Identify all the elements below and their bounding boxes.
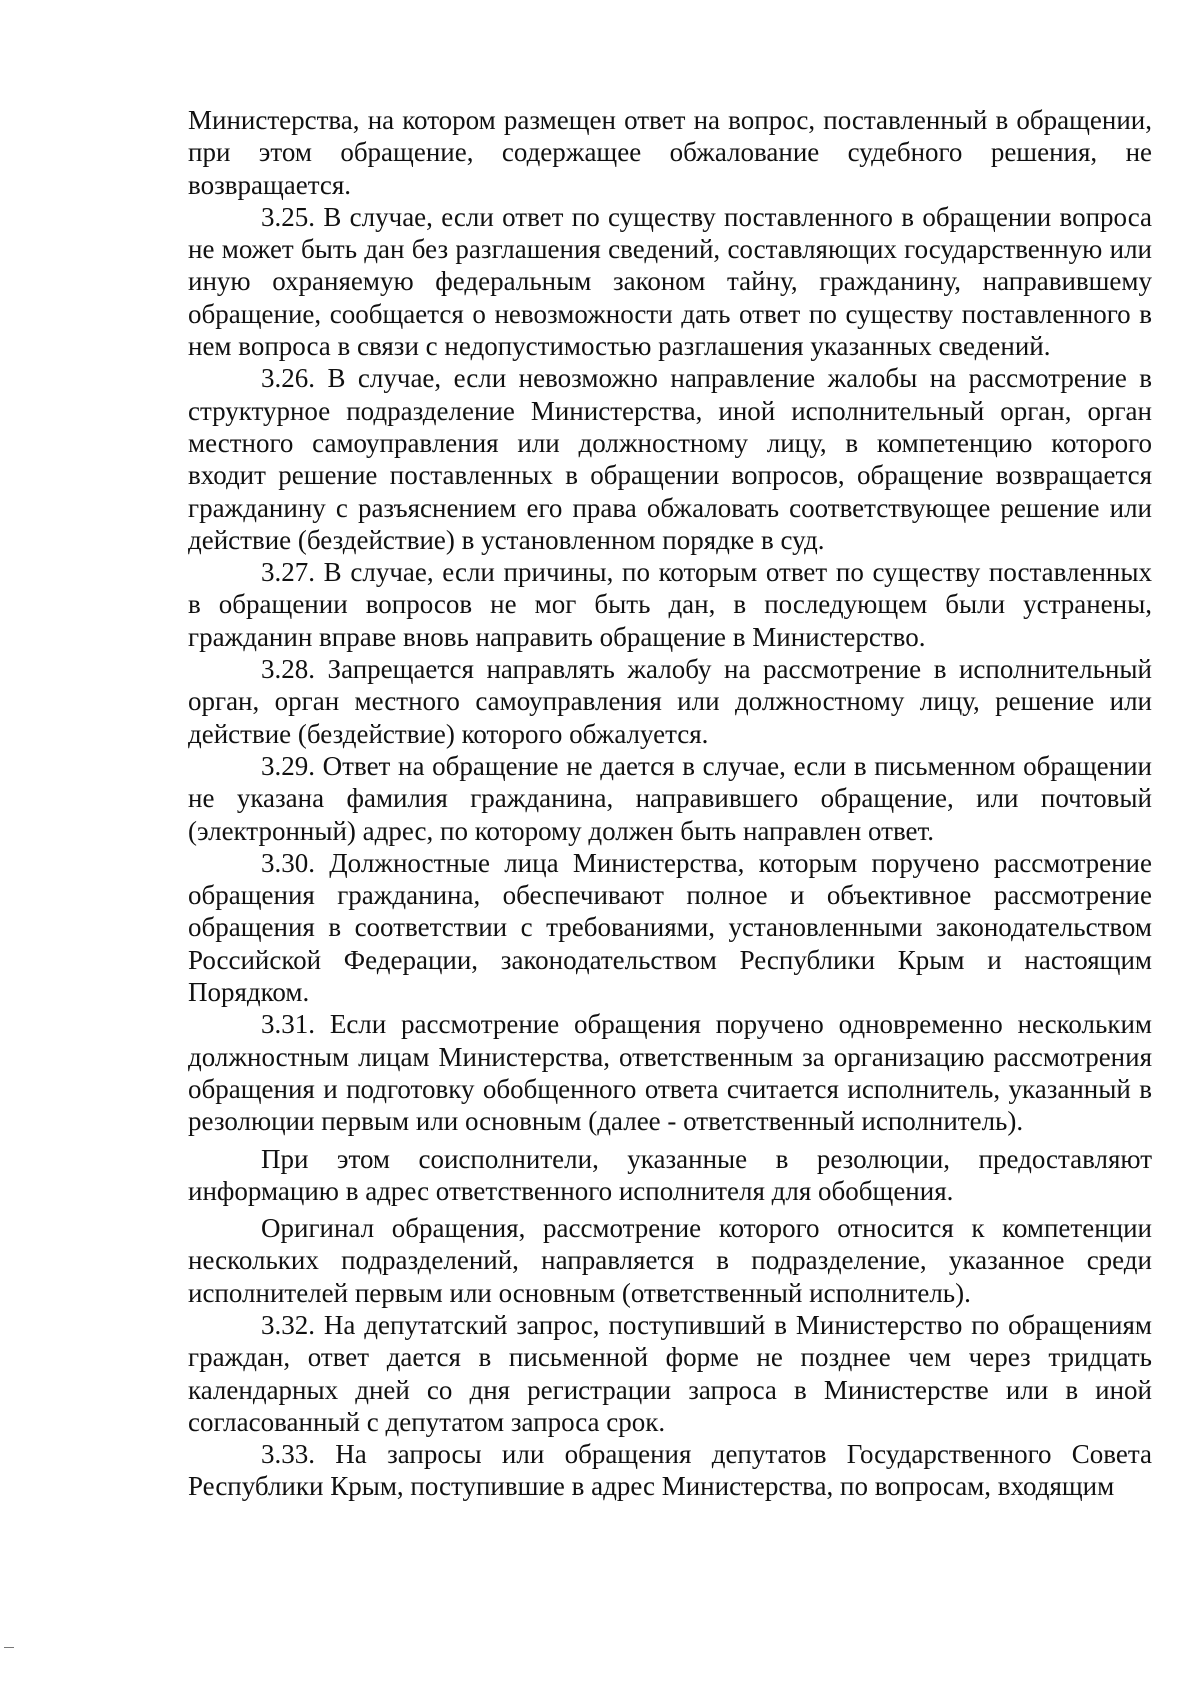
paragraph-original-appeal: Оригинал обращения, рассмотрение которого относится к компетенции нескольких подразделений, направляется в подразделение, указанное среди исполнителей первым или основным (ответственный исполнитель).: [188, 1213, 1152, 1308]
document-page: [188, 104, 1152, 1503]
paragraph-3-30: 3.30. Должностные лица Министерства, которым поручено рассмотрение обращения гражданина, обеспечивают полное и объективное рассмотрение обращения в соответствии с требованиями, установленными законодательством Российской Федерации, законодательством Республики Крым и настоящим Порядком.: [188, 847, 1152, 1008]
paragraph-3-32: 3.32. На депутатский запрос, поступивший в Министерство по обращениям граждан, ответ дается в письменной форме не позднее чем через тридцать календарных дней со дня регистрации запроса в Министерстве или в иной согласованный с депутатом запроса срок.: [188, 1309, 1152, 1437]
paragraph-3-33: 3.33. На запросы или обращения депутатов Государственного Совета Республики Крым, поступившие в адрес Министерства, по вопросам, входящим: [188, 1439, 1152, 1502]
paragraph-3-31: 3.31. Если рассмотрение обращения поручено одновременно нескольким должностным лицам Министерства, ответственным за организацию рассмотрения обращения и подготовку обобщенного ответа считается исполнитель, указанный в резолюции первым или основным (далее - ответственный исполнитель).: [188, 1009, 1152, 1137]
paragraph-3-27: 3.27. В случае, если причины, по которым ответ по существу поставленных в обращении вопросов не мог быть дан, в последующем были устранены, гражданин вправе вновь направить обращение в Министерство.: [188, 557, 1152, 652]
paragraph-3-25: 3.25. В случае, если ответ по существу поставленного в обращении вопроса не может быть дан без разглашения сведений, составляющих государственную или иную охраняемую федеральным законом тайну, гражданину, направившему обращение, сообщается о невозможности дать ответ по существу поставленного в нем вопроса в связи с недопустимостью разглашения указанных сведений.: [188, 201, 1152, 362]
paragraph-3-28: 3.28. Запрещается направлять жалобу на рассмотрение в исполнительный орган, орган местного самоуправления или должностному лицу, решение или действие (бездействие) которого обжалуется.: [188, 654, 1152, 749]
paragraph-continuation: Министерства, на котором размещен ответ на вопрос, поставленный в обращении, при этом обращение, содержащее обжалование судебного решения, не возвращается.: [188, 105, 1152, 200]
paragraph-co-executors: При этом соисполнители, указанные в резолюции, предоставляют информацию в адрес ответственного исполнителя для обобщения.: [188, 1143, 1152, 1206]
paragraph-3-29: 3.29. Ответ на обращение не дается в случае, если в письменном обращении не указана фамилия гражданина, направившего обращение, или почтовый (электронный) адрес, по которому должен быть направлен ответ.: [188, 750, 1152, 846]
paragraph-3-26: 3.26. В случае, если невозможно направление жалобы на рассмотрение в структурное подразделение Министерства, иной исполнительный орган, орган местного самоуправления или должностному лицу, в компетенцию которого входит решение поставленных в обращении вопросов, обращение возвращается гражданину с разъяснением его права обжаловать соответствующее решение или действие (бездействие) в установленном порядке в суд.: [188, 363, 1152, 555]
scan-margin-mark: [4, 1647, 14, 1648]
